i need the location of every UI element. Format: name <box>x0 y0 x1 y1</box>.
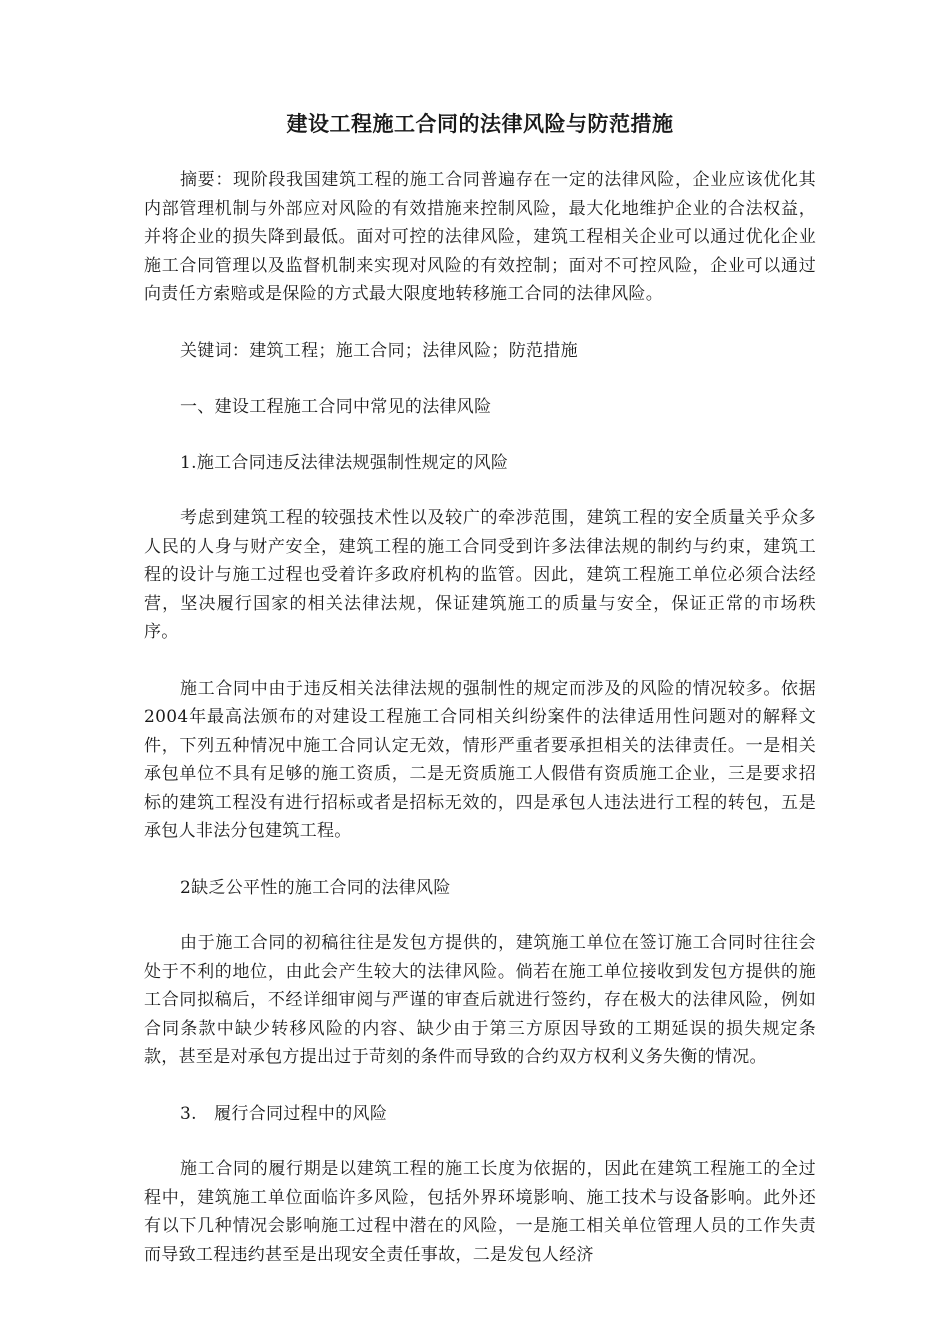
subsection-heading-1: 1.施工合同违反法律法规强制性规定的风险 <box>180 452 509 473</box>
body-paragraph: 施工合同中由于违反相关法律法规的强制性的规定而涉及的风险的情况较多。依据2004年最高法颁布的对建设工程施工合同相关纠纷案件的法律适用性问题对的解释文件，下列五种情况中施工合同认定无效，情形严重者要承担相关的法律责任。一是相关承包单位不具有足够的施工资质，二是无资质施工人假借有资质施工企业，三是要求招标的建筑工程没有进行招标或者是招标无效的，四是承包人违法进行工程的转包，五是承包人非法分包建筑工程。 <box>144 678 816 841</box>
body-paragraph: 考虑到建筑工程的较强技术性以及较广的牵涉范围，建筑工程的安全质量关乎众多人民的人身与财产安全，建筑工程的施工合同受到许多法律法规的制约与约束，建筑工程的设计与施工过程也受着许多政府机构的监管。因此，建筑工程施工单位必须合法经营，坚决履行国家的相关法律法规，保证建筑施工的质量与安全，保证正常的市场秩序。 <box>144 508 816 642</box>
body-paragraph: 施工合同的履行期是以建筑工程的施工长度为依据的，因此在建筑工程施工的全过程中，建筑施工单位面临许多风险，包括外界环境影响、施工技术与设备影响。此外还有以下几种情况会影响施工过程中潜在的风险，一是施工相关单位管理人员的工作失责而导致工程违约甚至是出现安全责任事故，二是发包人经济 <box>144 1159 816 1265</box>
document-title: 建设工程施工合同的法律风险与防范措施 <box>286 111 674 136</box>
abstract-paragraph: 摘要：现阶段我国建筑工程的施工合同普遍存在一定的法律风险，企业应该优化其内部管理机制与外部应对风险的有效措施来控制风险，最大化地维护企业的合法权益，并将企业的损失降到最低。面对可控的法律风险，建筑工程相关企业可以通过优化企业施工合同管理以及监督机制来实现对风险的有效控制；面对不可控风险，企业可以通过向责任方索赔或是保险的方式最大限度地转移施工合同的法律风险。 <box>144 170 816 304</box>
keywords-paragraph: 关键词：建筑工程；施工合同；法律风险；防范措施 <box>180 340 578 361</box>
body-paragraph: 由于施工合同的初稿往往是发包方提供的，建筑施工单位在签订施工合同时往往会处于不利的地位，由此会产生较大的法律风险。倘若在施工单位接收到发包方提供的施工合同拟稿后，不经详细审阅与严谨的审查后就进行签约，存在极大的法律风险，例如合同条款中缺少转移风险的内容、缺少由于第三方原因导致的工期延误的损失规定条款，甚至是对承包方提出过于苛刻的条件而导致的合约双方权利义务失衡的情况。 <box>144 933 816 1067</box>
section-heading-1: 一、建设工程施工合同中常见的法律风险 <box>180 397 492 417</box>
subsection-heading-3: 3. 履行合同过程中的风险 <box>180 1103 388 1124</box>
subsection-heading-2: 2缺乏公平性的施工合同的法律风险 <box>180 877 451 898</box>
document-page <box>144 108 816 1297</box>
